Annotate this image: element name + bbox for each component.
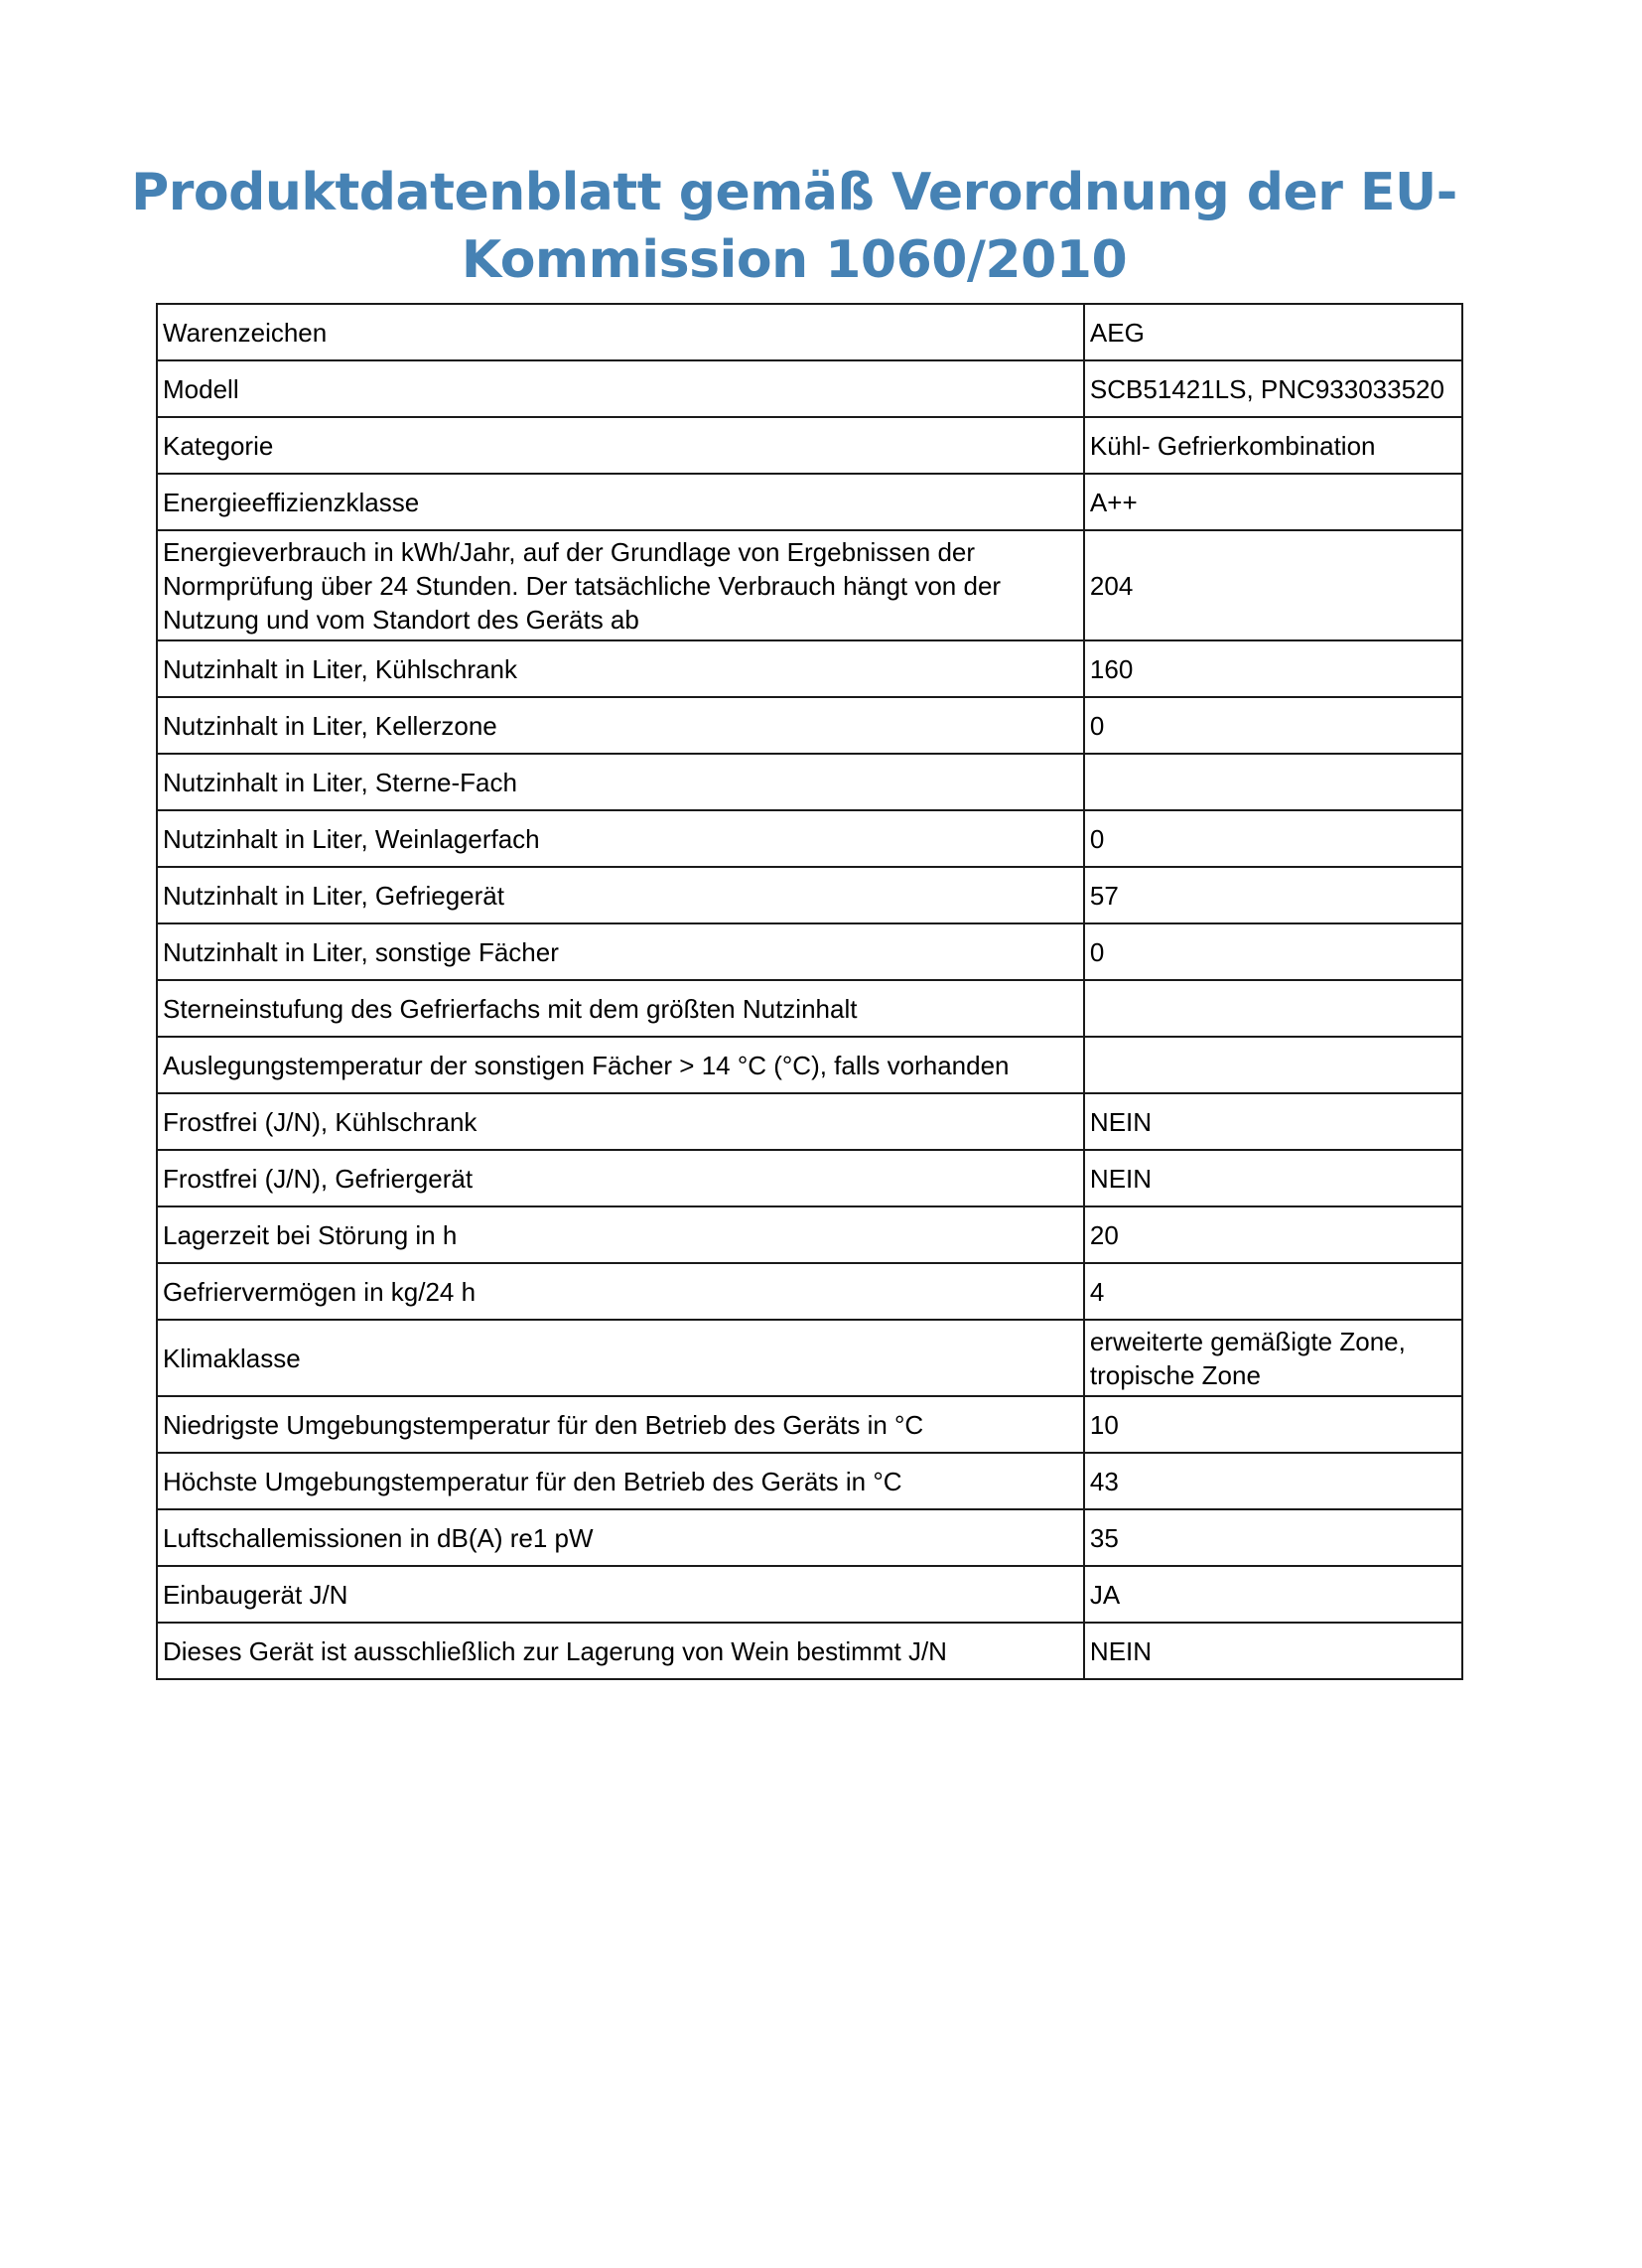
row-value: 0 [1084, 810, 1462, 867]
table-row [157, 980, 1462, 1037]
table-row [157, 1093, 1462, 1150]
row-label: Nutzinhalt in Liter, Gefriegerät [157, 867, 1084, 923]
row-value: 4 [1084, 1263, 1462, 1320]
product-data-table [156, 303, 1463, 1680]
row-label: Gefriervermögen in kg/24 h [157, 1263, 1084, 1320]
row-label: Nutzinhalt in Liter, Kellerzone [157, 697, 1084, 754]
table-row [157, 417, 1462, 474]
table-row [157, 923, 1462, 980]
table-row [157, 867, 1462, 923]
title-line-2: Kommission 1060/2010 [461, 230, 1128, 290]
row-label: Dieses Gerät ist ausschließlich zur Lagerung von Wein bestimmt J/N [157, 1623, 1084, 1679]
row-label: Frostfrei (J/N), Gefriergerät [157, 1150, 1084, 1206]
row-value: 160 [1084, 640, 1462, 697]
table-row [157, 1263, 1462, 1320]
row-value [1084, 1037, 1462, 1093]
row-label: Sterneinstufung des Gefrierfachs mit dem größten Nutzinhalt [157, 980, 1084, 1037]
table-row [157, 1453, 1462, 1509]
table-row [157, 1509, 1462, 1566]
row-label: Nutzinhalt in Liter, sonstige Fächer [157, 923, 1084, 980]
row-value: 43 [1084, 1453, 1462, 1509]
row-label: Modell [157, 360, 1084, 417]
row-value: 20 [1084, 1206, 1462, 1263]
row-label: Einbaugerät J/N [157, 1566, 1084, 1623]
table-row [157, 530, 1462, 640]
row-label: Höchste Umgebungstemperatur für den Betrieb des Geräts in °C [157, 1453, 1084, 1509]
row-value: erweiterte gemäßigte Zone, tropische Zone [1084, 1320, 1462, 1396]
row-label: Frostfrei (J/N), Kühlschrank [157, 1093, 1084, 1150]
row-value: 204 [1084, 530, 1462, 640]
row-label: Klimaklasse [157, 1320, 1084, 1396]
table-row [157, 304, 1462, 360]
table-row [157, 1396, 1462, 1453]
row-value: 0 [1084, 923, 1462, 980]
row-label: Auslegungstemperatur der sonstigen Fächer > 14 °C (°C), falls vorhanden [157, 1037, 1084, 1093]
table-row [157, 360, 1462, 417]
table-row [157, 1566, 1462, 1623]
table-row [157, 640, 1462, 697]
table-row [157, 810, 1462, 867]
row-value: NEIN [1084, 1623, 1462, 1679]
row-value: SCB51421LS, PNC933033520 [1084, 360, 1462, 417]
row-label: Nutzinhalt in Liter, Sterne-Fach [157, 754, 1084, 810]
row-value: A++ [1084, 474, 1462, 530]
row-label: Luftschallemissionen in dB(A) re1 pW [157, 1509, 1084, 1566]
title-line-1: Produktdatenblatt gemäß Verordnung der EU- [131, 163, 1457, 222]
row-value [1084, 754, 1462, 810]
table-row [157, 1320, 1462, 1396]
table-row [157, 1037, 1462, 1093]
table-row [157, 1623, 1462, 1679]
row-label: Energieeffizienzklasse [157, 474, 1084, 530]
row-label: Lagerzeit bei Störung in h [157, 1206, 1084, 1263]
table-row [157, 1206, 1462, 1263]
row-value: NEIN [1084, 1093, 1462, 1150]
row-value: 0 [1084, 697, 1462, 754]
row-value: JA [1084, 1566, 1462, 1623]
table-row [157, 697, 1462, 754]
table-row [157, 754, 1462, 810]
row-label: Nutzinhalt in Liter, Weinlagerfach [157, 810, 1084, 867]
page-title [99, 159, 1489, 294]
row-label: Energieverbrauch in kWh/Jahr, auf der Grundlage von Ergebnissen der Normprüfung über 24 Stunden. Der tatsächliche Verbrauch hängt von der Nutzung und vom Standort des Geräts ab [157, 530, 1084, 640]
row-label: Kategorie [157, 417, 1084, 474]
row-label: Nutzinhalt in Liter, Kühlschrank [157, 640, 1084, 697]
table-row [157, 1150, 1462, 1206]
table-row [157, 474, 1462, 530]
row-value: 10 [1084, 1396, 1462, 1453]
row-value: Kühl- Gefrierkombination [1084, 417, 1462, 474]
row-value: 35 [1084, 1509, 1462, 1566]
row-value: AEG [1084, 304, 1462, 360]
row-label: Niedrigste Umgebungstemperatur für den Betrieb des Geräts in °C [157, 1396, 1084, 1453]
row-value: 57 [1084, 867, 1462, 923]
row-label: Warenzeichen [157, 304, 1084, 360]
row-value: NEIN [1084, 1150, 1462, 1206]
row-value [1084, 980, 1462, 1037]
